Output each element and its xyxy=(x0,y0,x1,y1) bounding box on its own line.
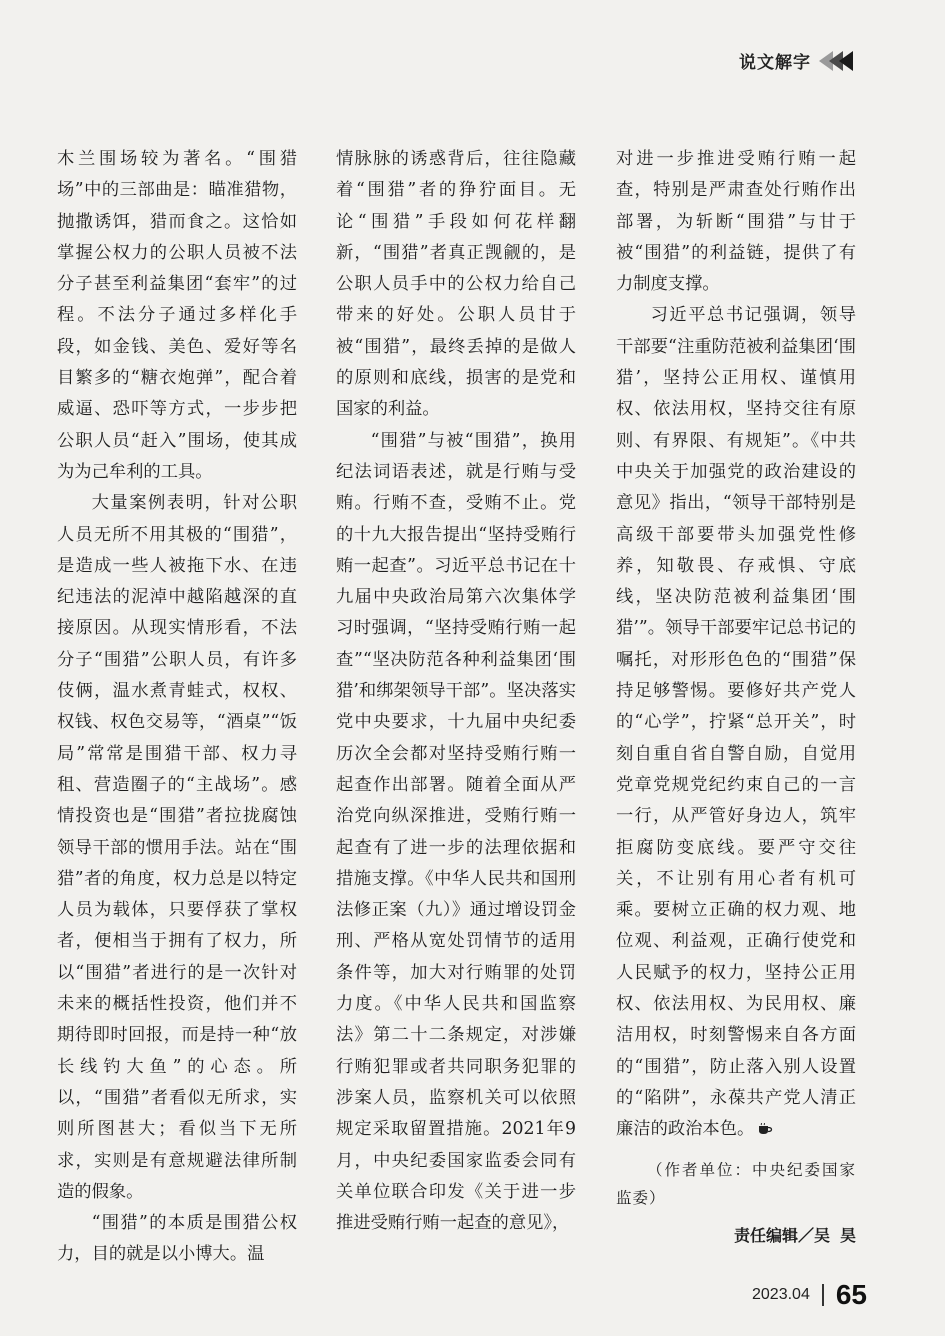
author-affiliation: （作者单位：中央纪委国家监委） xyxy=(616,1160,856,1207)
editor-label: 责任编辑／ xyxy=(733,1225,814,1245)
page-footer xyxy=(752,1279,867,1311)
section-header xyxy=(739,48,853,73)
section-label: 说文解字 xyxy=(739,53,811,73)
editor-name: 吴昊 xyxy=(813,1225,866,1245)
paragraph-text: 习近平总书记强调，领导干部要“注重防范被利益集团‘围猎’，坚持公正用权、谨慎用权、依法用权，坚持交往有原则、有界限、有规矩”。《中共中央关于加强党的政治建设的意见》指出，“领导干部特别是高级干部要带头加强党性修养，知敬畏、存戒惧、守底线，坚决防范被利益集团‘围猎’”。领导干部要牢记总书记的嘱托，对形形色色的“围猎”保持足够警惕。要修好共产党人的“心学”，拧紧“总开关”，时刻自重自省自警自励，自觉用党章党规党纪约束自己的一言一行，从严管好身边人，筑牢拒腐防变底线。要严守交往关，不让别有用心者有机可乘。要树立正确的权力观、地位观、利益观，正确行使党和人民赋予的权力，坚持公正用权、依法用权、为民用权、廉洁用权，时刻警惕来自各方面的“围猎”，防止落入别人设置的“陷阱”，永葆共产党人清正廉洁的政治本色。 xyxy=(616,305,856,1140)
paragraph: 木兰围场较为著名。“围猎场”中的三部曲是：瞄准猎物，抛撒诱饵，猎而食之。这恰如掌握公权力的公职人员被不法分子甚至利益集团“套牢”的过程。不法分子通过多样化手段，如金钱、美色、爱好等名目繁多的“糖衣炮弹”，配合着威逼、恐吓等方式，一步步把公职人员“赶入”围场，使其成为为己牟利的工具。 xyxy=(57,149,297,482)
footer-divider xyxy=(822,1284,824,1306)
end-mark-icon xyxy=(757,1123,773,1135)
chevron-left-icon xyxy=(819,51,853,71)
paragraph: 情脉脉的诱惑背后，往往隐藏着“围猎”者的狰狞面目。无论“围猎”手段如何花样翻新，“围猎”者真正觊觎的，是公职人员手中的公权力给自己带来的好处。公职人员甘于被“围猎”，最终丢掉的是做人的原则和底线，损害的是党和国家的利益。 xyxy=(336,149,576,420)
article-column-2 xyxy=(336,144,576,1239)
article-column-1 xyxy=(57,144,297,1271)
page-number: 65 xyxy=(835,1279,867,1310)
paragraph: “围猎”的本质是围猎公权力，目的就是以小博大。温 xyxy=(57,1213,297,1265)
article-column-3 xyxy=(616,144,866,1251)
closing-paragraph xyxy=(616,300,856,1145)
responsible-editor xyxy=(616,1220,866,1251)
paragraph: “围猎”与被“围猎”，换用纪法词语表述，就是行贿与受贿。行贿不查，受贿不止。党的十九大报告提出“坚持受贿行贿一起查”。习近平总书记在十九届中央政治局第六次集体学习时强调，“坚持受贿行贿一起查”“坚决防范各种利益集团‘围猎’和绑架领导干部”。坚决落实党中央要求，十九届中央纪委历次全会都对坚持受贿行贿一起查作出部署。随着全面从严治党向纵深推进，受贿行贿一起查有了进一步的法理依据和措施支撑。《中华人民共和国刑法修正案（九）》通过增设罚金刑、严格从宽处罚情节的适用条件等，加大对行贿罪的处罚力度。《中华人民共和国监察法》第二十二条规定，对涉嫌行贿犯罪或者共同职务犯罪的涉案人员，监察机关可以依照规定采取留置措施。2021年9月，中央纪委国家监委会同有关单位联合印发《关于进一步推进受贿行贿一起查的意见》， xyxy=(336,430,576,1234)
paragraph: 大量案例表明，针对公职人员无所不用其极的“围猎”，是造成一些人被拖下水、在违纪违法的泥淖中越陷越深的直接原因。从现实情形看，不法分子“围猎”公职人员，有许多伎俩，温水煮青蛙式，权权、权钱、权色交易等，“酒桌”“饭局”常常是围猎干部、权力寻租、营造圈子的“主战场”。感情投资也是“围猎”者拉拢腐蚀领导干部的惯用手法。站在“围猎”者的角度，权力总是以特定人员为载体，只要俘获了掌权者，便相当于拥有了权力，所以“围猎”者进行的是一次针对未来的概括性投资，他们并不期待即时回报，而是持一种“放长线钓大鱼”的心态。所以，“围猎”者看似无所求，实则所图甚大；看似当下无所求，实则是有意规避法律所制造的假象。 xyxy=(57,493,297,1202)
issue-number: 2023.04 xyxy=(752,1286,810,1303)
paragraph: 对进一步推进受贿行贿一起查，特别是严肃查处行贿作出部署，为斩断“围猎”与甘于被“围猎”的利益链，提供了有力制度支撑。 xyxy=(616,149,856,295)
